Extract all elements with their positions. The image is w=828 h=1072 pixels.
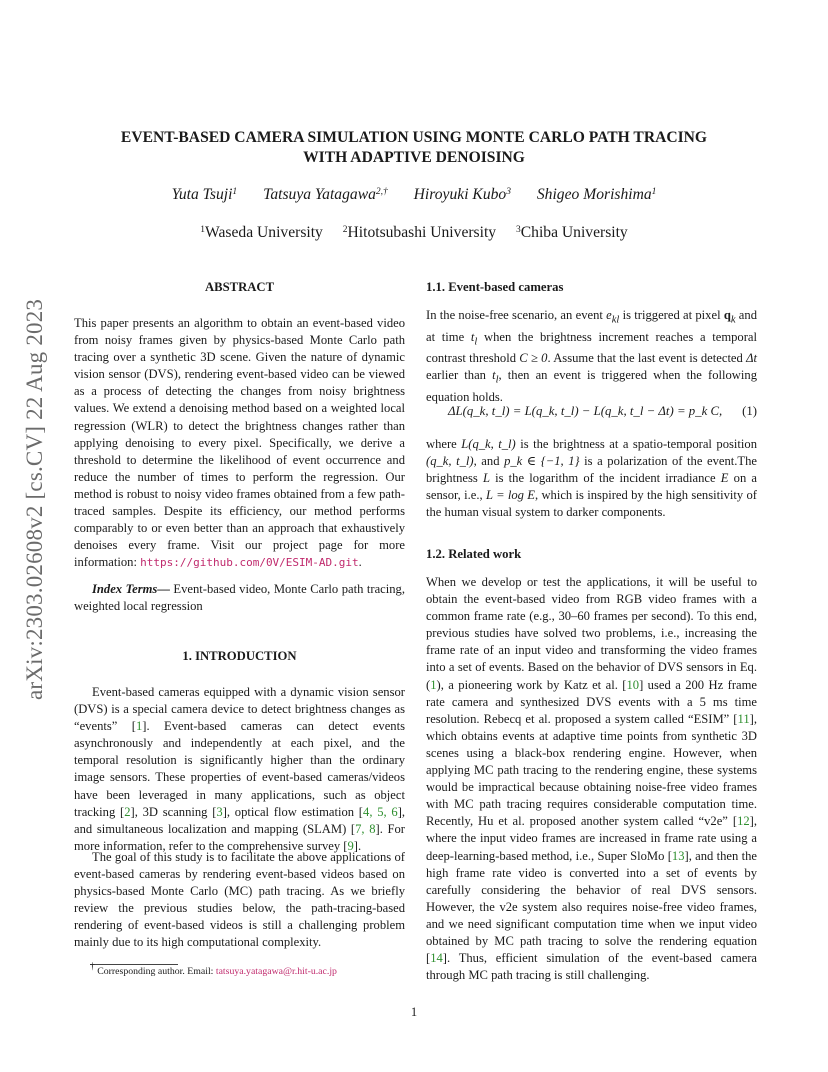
paper-title [90, 128, 738, 168]
author: Tatsuya Yatagawa$^{2,\dagger}$ [263, 186, 388, 203]
section-1-2-paragraph: When we develop or test the applications, it will be useful to obtain the event-based video from RGB video frames with a common frame rate (e.g., 30–60 frames per second). To this end, previous studies have solved two problems, i.e., increasing the frame rate of an input video and transforming the video frames into a set of events. Based on the behavior of DVS sensors in Eq. (1), a pioneering work by Katz et al. [10] used a 200 Hz frame rate camera and synthesized DVS events with a 5 ms time resolution. Rebecq et al. proposed a system called “ESIM” [11], which obtains events at adaptive time points from synthetic 3D scenes using a black-box rendering engine. However, when applying MC path tracing to the rendering engine, these systems would be impractical because obtaining noise-free video frames with MC path tracing requires considerable computation time. Recently, Hu et al. proposed another system called “v2e” [12], where the input video frames are increased in frame rate using a deep-learning-based method, i.e., Super SloMo [13], and then the high frame rate video is converted into a set of events by carefully considering the behavior of real DVS sensors. However, the v2e system also requires noise-free video frames, and we need significant computation time when we input video obtained by MC path tracing to solve the rendering equation [14]. Thus, efficient simulation of the event-based camera through MC path tracing is still challenging. [426, 575, 757, 983]
citation-link[interactable]: 11 [737, 711, 750, 726]
abstract-text: This paper presents an algorithm to obtain an event-based video from noisy frames given by physics-based Monte Carlo path tracing over a synthetic 3D scene. Given the nature of dynamic vision sensor (DVS), rendering event-based video can be viewed as a process of detecting the changes from noisy brightness values. We extend a denoising method based on a weighted local regression (WLR) to detect the brightness changes rather than applying denoising to every pixel. Specifically, we derive a threshold to determine the likelihood of event occurrence and reduce the number of times to perform the regression. Our method is robust to noisy video frames obtained from a few path-traced samples. Despite its efficiency, our method performs comparably to or even better than an approach that exhaustively denoises every frame. Visit our project page for more information: https://github.com/0V/ESIM-AD.git. [74, 316, 405, 570]
citation-link[interactable]: 10 [626, 677, 640, 692]
intro-paragraph-2: The goal of this study is to facilitate the above applications of event-based cameras by rendering event-based videos based on physics-based Monte Carlo (MC) path tracing. As we briefly review the previous studies below, the path-tracing-based rendering of event-based videos is still a challenging problem mainly due to its high computational complexity. [74, 850, 405, 950]
citation-link[interactable]: 14 [430, 951, 443, 966]
section-1-2-heading: 1.2. Related work [426, 547, 522, 561]
introduction-heading: 1. INTRODUCTION [182, 649, 297, 663]
author: Yuta Tsuji$^1$ [171, 186, 238, 203]
author: Hiroyuki Kubo$^3$ [413, 186, 511, 203]
title-line-1: EVENT-BASED CAMERA SIMULATION USING MONTE CARLO PATH TRACING [120, 129, 708, 146]
equation-number: (1) [742, 404, 757, 418]
affiliation: $^1$Waseda University [200, 224, 323, 241]
citation-link[interactable]: 12 [737, 814, 750, 829]
footnote: † Corresponding author. Email: tatsuya.yatagawa@r.hit-u.ac.jp [90, 962, 337, 977]
author: Shigeo Morishima$^1$ [536, 186, 657, 203]
project-link[interactable]: https://github.com/0V/ESIM-AD.git [140, 556, 359, 570]
intro-paragraph-1: Event-based cameras equipped with a dynamic vision sensor (DVS) is a special camera device to detect brightness changes as “events” [1]. Event-based cameras can detect events asynchronously and independently at each pixel, and the temporal resolution is significantly higher than the ordinary image sensors. These properties of event-based cameras/videos have been leveraged in many applications, such as object tracking [2], 3D scanning [3], optical flow estimation [4, 5, 6], and simultaneous localization and mapping (SLAM) [7, 8]. For more information, refer to the comprehensive survey [9]. [74, 685, 406, 853]
index-terms: Index Terms— Event-based video, Monte Carlo path tracing, weighted local regression [74, 582, 405, 614]
citation-link[interactable]: 7, 8 [355, 821, 376, 836]
affiliation-list [90, 224, 738, 242]
citation-link[interactable]: 1 [430, 677, 437, 692]
section-1-1-paragraph-2: where L(q_k, t_l) is the brightness at a spatio-temporal position (q_k, t_l), and p_k ∈ {−1, 1} is a polarization of the event.The brightness L is the logarithm of the incident irradiance E on a sensor, i.e., L = log E, which is inspired by the high sensitivity of the human visual system to darker components. [426, 437, 758, 520]
citation-link[interactable]: 1 [135, 719, 143, 734]
title-line-2: WITH ADAPTIVE DENOISING [303, 149, 525, 166]
equation-expression: ΔL(q_k, t_l) = L(q_k, t_l) − L(q_k, t_l − Δt) = p_k C, [448, 404, 723, 418]
citation-link[interactable]: 3 [216, 804, 223, 819]
footnote-rule [90, 964, 178, 965]
email-link[interactable]: tatsuya.yatagawa@r.hit-u.ac.jp [215, 966, 337, 977]
section-1-1-paragraph-1: In the noise-free scenario, an event $e_{kl}$ is triggered at pixel $q_k$ and at time $t_l$ when the brightness increment reaches a temporal contrast threshold C ≥ 0. Assume that the last event is detected Δt earlier than $t_l$, then an event is triggered when the following equation holds. [426, 308, 757, 404]
abstract-heading: ABSTRACT [204, 280, 275, 294]
affiliation: $^3$Chiba University [516, 224, 628, 241]
affiliation: $^2$Hitotsubashi University [342, 224, 497, 241]
arxiv-identifier: arXiv:2303.02608v2 [cs.CV] 22 Aug 2023 [22, 298, 47, 700]
citation-link[interactable]: 4, 5, 6 [363, 804, 398, 819]
citation-link[interactable]: 9 [347, 838, 354, 853]
section-1-1-heading: 1.1. Event-based cameras [426, 280, 564, 294]
citation-link[interactable]: 2 [124, 804, 131, 819]
author-list [90, 186, 738, 204]
page-number: 1 [410, 1005, 418, 1019]
citation-link[interactable]: 13 [671, 848, 685, 863]
